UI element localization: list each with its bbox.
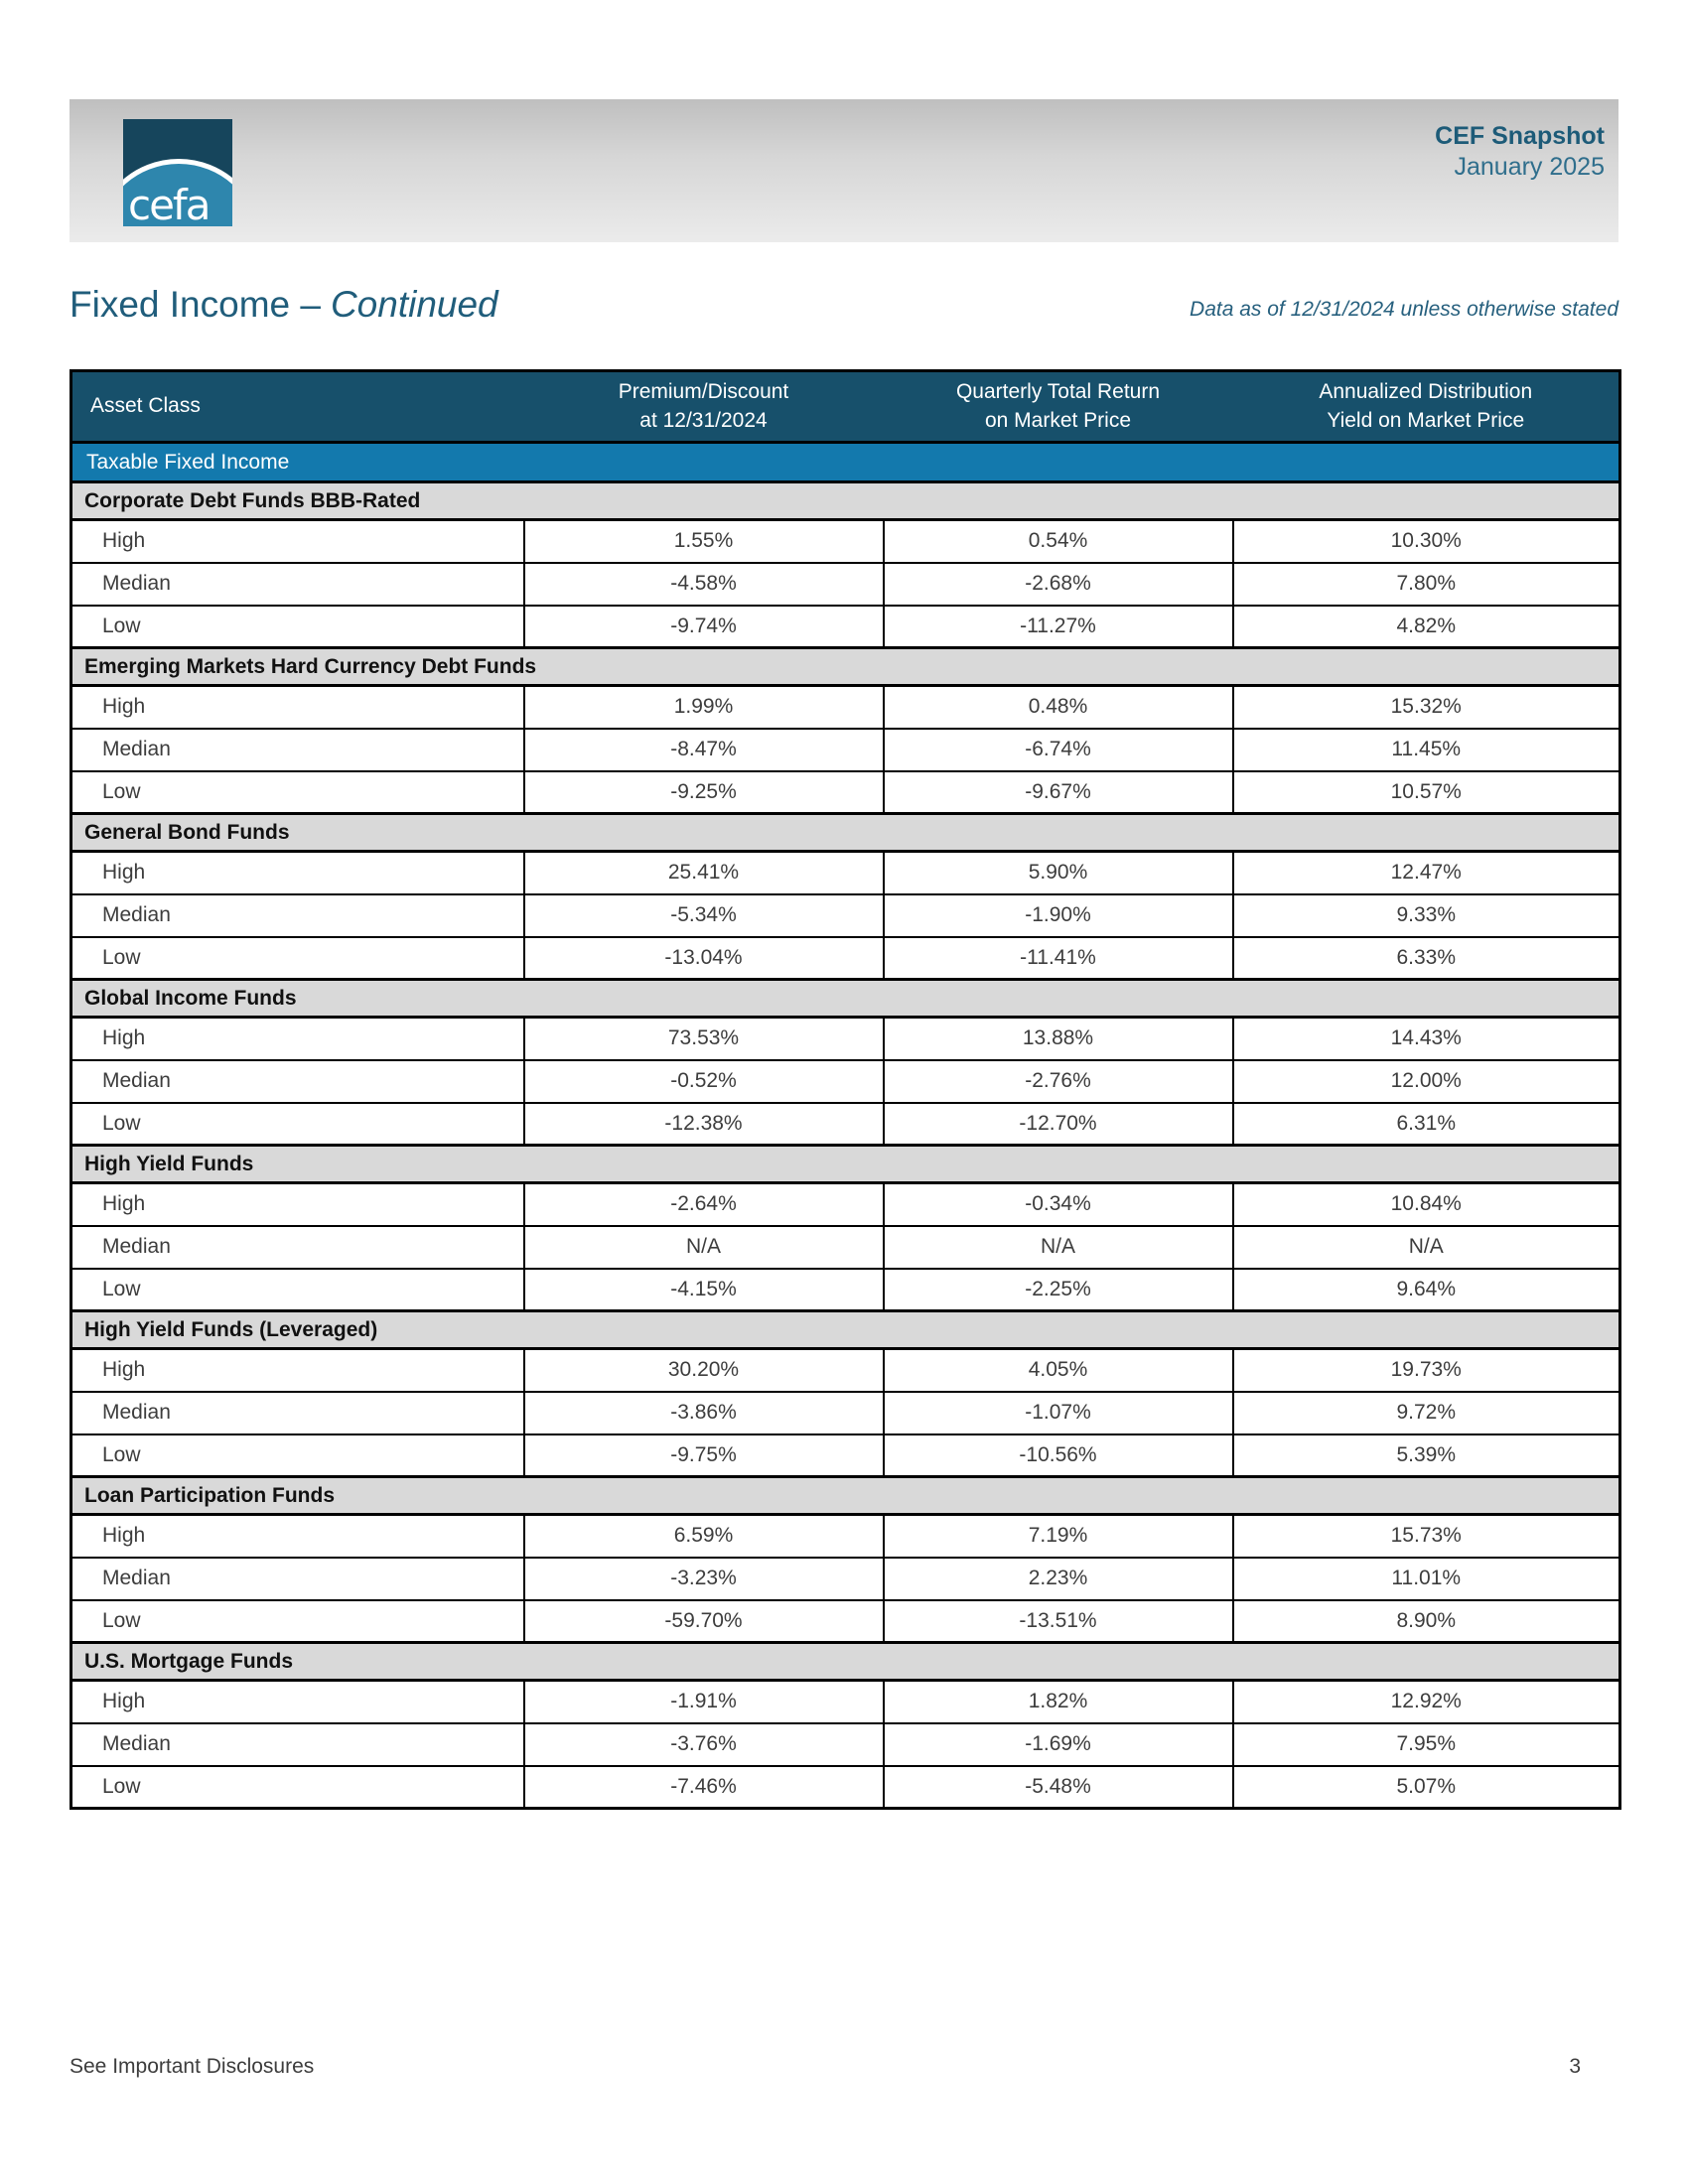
stat-label: High bbox=[71, 520, 524, 563]
stat-label: High bbox=[71, 1183, 524, 1226]
quarterly-return-value: -2.68% bbox=[884, 563, 1233, 606]
quarterly-return-value: -13.51% bbox=[884, 1600, 1233, 1643]
category-row bbox=[71, 648, 1620, 686]
quarterly-return-value: -12.70% bbox=[884, 1103, 1233, 1146]
data-row bbox=[71, 729, 1620, 771]
stat-label: Low bbox=[71, 1269, 524, 1311]
stat-label: High bbox=[71, 1515, 524, 1558]
report-date: January 2025 bbox=[1454, 153, 1605, 182]
distribution-yield-value: 10.84% bbox=[1233, 1183, 1620, 1226]
data-row bbox=[71, 1515, 1620, 1558]
distribution-yield-value: 6.31% bbox=[1233, 1103, 1620, 1146]
stat-label: Median bbox=[71, 563, 524, 606]
category-row bbox=[71, 1477, 1620, 1515]
quarterly-return-value: -6.74% bbox=[884, 729, 1233, 771]
category-row bbox=[71, 482, 1620, 520]
stat-label: Low bbox=[71, 1600, 524, 1643]
distribution-yield-value: 11.01% bbox=[1233, 1558, 1620, 1600]
quarterly-return-value: 13.88% bbox=[884, 1018, 1233, 1060]
category-label: Emerging Markets Hard Currency Debt Funds bbox=[71, 648, 1620, 686]
distribution-yield-value: 5.39% bbox=[1233, 1434, 1620, 1477]
data-row bbox=[71, 1226, 1620, 1269]
category-label: Loan Participation Funds bbox=[71, 1477, 1620, 1515]
quarterly-return-value: -1.07% bbox=[884, 1392, 1233, 1434]
quarterly-return-value: -1.90% bbox=[884, 894, 1233, 937]
title-row bbox=[70, 284, 1618, 326]
stat-label: Low bbox=[71, 771, 524, 814]
report-header-text bbox=[1435, 121, 1605, 184]
distribution-yield-value: 11.45% bbox=[1233, 729, 1620, 771]
data-row bbox=[71, 563, 1620, 606]
distribution-yield-value: 12.47% bbox=[1233, 852, 1620, 894]
distribution-yield-value: 7.95% bbox=[1233, 1723, 1620, 1766]
premium-discount-value: 73.53% bbox=[524, 1018, 884, 1060]
premium-discount-value: 25.41% bbox=[524, 852, 884, 894]
distribution-yield-value: 6.33% bbox=[1233, 937, 1620, 980]
premium-discount-value: -9.74% bbox=[524, 606, 884, 648]
premium-discount-value: 1.99% bbox=[524, 686, 884, 729]
premium-discount-value: -7.46% bbox=[524, 1766, 884, 1809]
category-row bbox=[71, 1311, 1620, 1349]
page-title-continued: Continued bbox=[330, 284, 498, 325]
fixed-income-table bbox=[70, 369, 1621, 1810]
data-row bbox=[71, 771, 1620, 814]
table-header-row bbox=[71, 371, 1620, 443]
quarterly-return-value: -2.76% bbox=[884, 1060, 1233, 1103]
quarterly-return-value: 0.54% bbox=[884, 520, 1233, 563]
distribution-yield-value: 10.57% bbox=[1233, 771, 1620, 814]
disclosure-note: See Important Disclosures bbox=[70, 2055, 315, 2078]
category-label: Global Income Funds bbox=[71, 980, 1620, 1018]
quarterly-return-value: 4.05% bbox=[884, 1349, 1233, 1392]
data-row bbox=[71, 937, 1620, 980]
logo-text: cefa bbox=[128, 181, 210, 226]
distribution-yield-value: 12.92% bbox=[1233, 1681, 1620, 1723]
premium-discount-value: N/A bbox=[524, 1226, 884, 1269]
stat-label: High bbox=[71, 1681, 524, 1723]
quarterly-return-value: -5.48% bbox=[884, 1766, 1233, 1809]
stat-label: Median bbox=[71, 1060, 524, 1103]
premium-discount-value: -4.58% bbox=[524, 563, 884, 606]
quarterly-return-value: 0.48% bbox=[884, 686, 1233, 729]
premium-discount-value: -1.91% bbox=[524, 1681, 884, 1723]
stat-label: Median bbox=[71, 894, 524, 937]
data-row bbox=[71, 1349, 1620, 1392]
col-header-asset-class: Asset Class bbox=[71, 371, 524, 443]
premium-discount-value: -2.64% bbox=[524, 1183, 884, 1226]
category-row bbox=[71, 1643, 1620, 1681]
premium-discount-value: -9.25% bbox=[524, 771, 884, 814]
col-header-quarterly-return: Quarterly Total Return on Market Price bbox=[884, 371, 1233, 443]
data-row bbox=[71, 1434, 1620, 1477]
stat-label: Low bbox=[71, 1434, 524, 1477]
col-header-distribution-yield: Annualized Distribution Yield on Market Price bbox=[1233, 371, 1620, 443]
premium-discount-value: -13.04% bbox=[524, 937, 884, 980]
premium-discount-value: -0.52% bbox=[524, 1060, 884, 1103]
premium-discount-value: -12.38% bbox=[524, 1103, 884, 1146]
stat-label: Median bbox=[71, 1558, 524, 1600]
data-row bbox=[71, 1183, 1620, 1226]
data-as-of-note: Data as of 12/31/2024 unless otherwise stated bbox=[1190, 298, 1618, 321]
stat-label: Median bbox=[71, 1392, 524, 1434]
premium-discount-value: -3.23% bbox=[524, 1558, 884, 1600]
page-title-main: Fixed Income – bbox=[70, 284, 321, 325]
data-row bbox=[71, 852, 1620, 894]
quarterly-return-value: 5.90% bbox=[884, 852, 1233, 894]
distribution-yield-value: 9.33% bbox=[1233, 894, 1620, 937]
distribution-yield-value: 9.72% bbox=[1233, 1392, 1620, 1434]
distribution-yield-value: 14.43% bbox=[1233, 1018, 1620, 1060]
category-row bbox=[71, 980, 1620, 1018]
stat-label: Low bbox=[71, 1766, 524, 1809]
page-number: 3 bbox=[1569, 2055, 1581, 2078]
quarterly-return-value: -11.27% bbox=[884, 606, 1233, 648]
premium-discount-value: -9.75% bbox=[524, 1434, 884, 1477]
quarterly-return-value: 7.19% bbox=[884, 1515, 1233, 1558]
cefa-logo bbox=[123, 119, 232, 226]
quarterly-return-value: -10.56% bbox=[884, 1434, 1233, 1477]
stat-label: Median bbox=[71, 1226, 524, 1269]
data-row bbox=[71, 1766, 1620, 1809]
quarterly-return-value: -9.67% bbox=[884, 771, 1233, 814]
col-header-premium-discount: Premium/Discount at 12/31/2024 bbox=[524, 371, 884, 443]
stat-label: High bbox=[71, 1018, 524, 1060]
premium-discount-value: -8.47% bbox=[524, 729, 884, 771]
category-label: High Yield Funds bbox=[71, 1146, 1620, 1183]
distribution-yield-value: 10.30% bbox=[1233, 520, 1620, 563]
stat-label: Low bbox=[71, 606, 524, 648]
premium-discount-value: 1.55% bbox=[524, 520, 884, 563]
data-row bbox=[71, 1558, 1620, 1600]
page-footer bbox=[70, 2055, 1618, 2079]
quarterly-return-value: -0.34% bbox=[884, 1183, 1233, 1226]
data-row bbox=[71, 686, 1620, 729]
distribution-yield-value: N/A bbox=[1233, 1226, 1620, 1269]
category-label: General Bond Funds bbox=[71, 814, 1620, 852]
distribution-yield-value: 5.07% bbox=[1233, 1766, 1620, 1809]
stat-label: Median bbox=[71, 1723, 524, 1766]
premium-discount-value: -5.34% bbox=[524, 894, 884, 937]
data-row bbox=[71, 1723, 1620, 1766]
quarterly-return-value: 2.23% bbox=[884, 1558, 1233, 1600]
data-row bbox=[71, 606, 1620, 648]
premium-discount-value: 6.59% bbox=[524, 1515, 884, 1558]
premium-discount-value: -59.70% bbox=[524, 1600, 884, 1643]
distribution-yield-value: 9.64% bbox=[1233, 1269, 1620, 1311]
category-label: Corporate Debt Funds BBB-Rated bbox=[71, 482, 1620, 520]
stat-label: High bbox=[71, 852, 524, 894]
stat-label: Low bbox=[71, 1103, 524, 1146]
distribution-yield-value: 12.00% bbox=[1233, 1060, 1620, 1103]
data-row bbox=[71, 520, 1620, 563]
group-header-label: Taxable Fixed Income bbox=[71, 443, 1620, 482]
data-row bbox=[71, 1060, 1620, 1103]
report-title: CEF Snapshot bbox=[1435, 122, 1605, 150]
category-row bbox=[71, 1146, 1620, 1183]
premium-discount-value: 30.20% bbox=[524, 1349, 884, 1392]
data-row bbox=[71, 1018, 1620, 1060]
stat-label: High bbox=[71, 686, 524, 729]
premium-discount-value: -3.76% bbox=[524, 1723, 884, 1766]
quarterly-return-value: N/A bbox=[884, 1226, 1233, 1269]
quarterly-return-value: 1.82% bbox=[884, 1681, 1233, 1723]
stat-label: Median bbox=[71, 729, 524, 771]
category-label: High Yield Funds (Leveraged) bbox=[71, 1311, 1620, 1349]
premium-discount-value: -4.15% bbox=[524, 1269, 884, 1311]
group-header-row bbox=[71, 443, 1620, 482]
distribution-yield-value: 15.32% bbox=[1233, 686, 1620, 729]
premium-discount-value: -3.86% bbox=[524, 1392, 884, 1434]
stat-label: Low bbox=[71, 937, 524, 980]
category-label: U.S. Mortgage Funds bbox=[71, 1643, 1620, 1681]
distribution-yield-value: 7.80% bbox=[1233, 563, 1620, 606]
data-row bbox=[71, 1681, 1620, 1723]
data-row bbox=[71, 894, 1620, 937]
distribution-yield-value: 15.73% bbox=[1233, 1515, 1620, 1558]
stat-label: High bbox=[71, 1349, 524, 1392]
distribution-yield-value: 4.82% bbox=[1233, 606, 1620, 648]
data-row bbox=[71, 1392, 1620, 1434]
quarterly-return-value: -1.69% bbox=[884, 1723, 1233, 1766]
data-row bbox=[71, 1103, 1620, 1146]
data-row bbox=[71, 1269, 1620, 1311]
distribution-yield-value: 19.73% bbox=[1233, 1349, 1620, 1392]
header-band bbox=[70, 99, 1618, 242]
category-row bbox=[71, 814, 1620, 852]
quarterly-return-value: -11.41% bbox=[884, 937, 1233, 980]
quarterly-return-value: -2.25% bbox=[884, 1269, 1233, 1311]
distribution-yield-value: 8.90% bbox=[1233, 1600, 1620, 1643]
data-row bbox=[71, 1600, 1620, 1643]
